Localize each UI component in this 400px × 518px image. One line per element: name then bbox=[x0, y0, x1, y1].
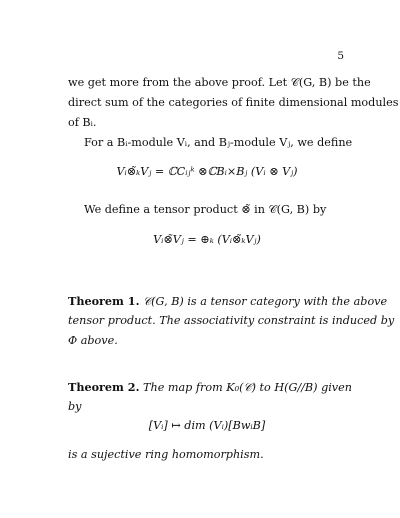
theorem-2-label: Theorem 2. bbox=[68, 380, 140, 394]
paragraph-1-line-1: we get more from the above proof. Let 𝒞(G, B) be the bbox=[68, 76, 371, 89]
paragraph-3: We define a tensor product ⊗̃ in 𝒞(G, B) by bbox=[84, 203, 327, 216]
theorem-2-line-3: is a sujective ring homomorphism. bbox=[68, 448, 264, 461]
page-number: 5 bbox=[337, 50, 344, 62]
theorem-1-text-1: 𝒞(G, B) is a tensor category with the above bbox=[143, 295, 388, 308]
equation-2: Vᵢ⊗̃Vⱼ = ⊕ₖ (Vᵢ⊗̃ₖVⱼ) bbox=[153, 233, 261, 246]
paragraph-1-line-2: direct sum of the categories of finite dimensional modules bbox=[68, 96, 399, 109]
theorem-2-equation: [Vᵢ] ↦ dim (Vᵢ)[BwᵢB] bbox=[148, 419, 266, 432]
theorem-2-text-1: The map from K₀(𝒞) to H(G//B) given bbox=[143, 381, 352, 394]
paragraph-1-line-3: of Bᵢ. bbox=[68, 116, 97, 129]
theorem-2-line-1 bbox=[68, 380, 352, 395]
theorem-1-label: Theorem 1. bbox=[68, 294, 140, 308]
theorem-1-line-2: tensor product. The associativity constraint is induced by bbox=[68, 314, 395, 327]
paragraph-2: For a Bᵢ-module Vᵢ, and Bⱼ-module Vⱼ, we define bbox=[84, 136, 353, 149]
equation-1: Vᵢ⊗̃ₖVⱼ = ℂCᵢⱼᵏ ⊗ℂBᵢ×Bⱼ (Vᵢ ⊗ Vⱼ) bbox=[116, 165, 298, 178]
theorem-2-line-2: by bbox=[68, 400, 82, 413]
theorem-1-line-3: Φ above. bbox=[68, 334, 118, 347]
theorem-1-line-1 bbox=[68, 294, 388, 309]
